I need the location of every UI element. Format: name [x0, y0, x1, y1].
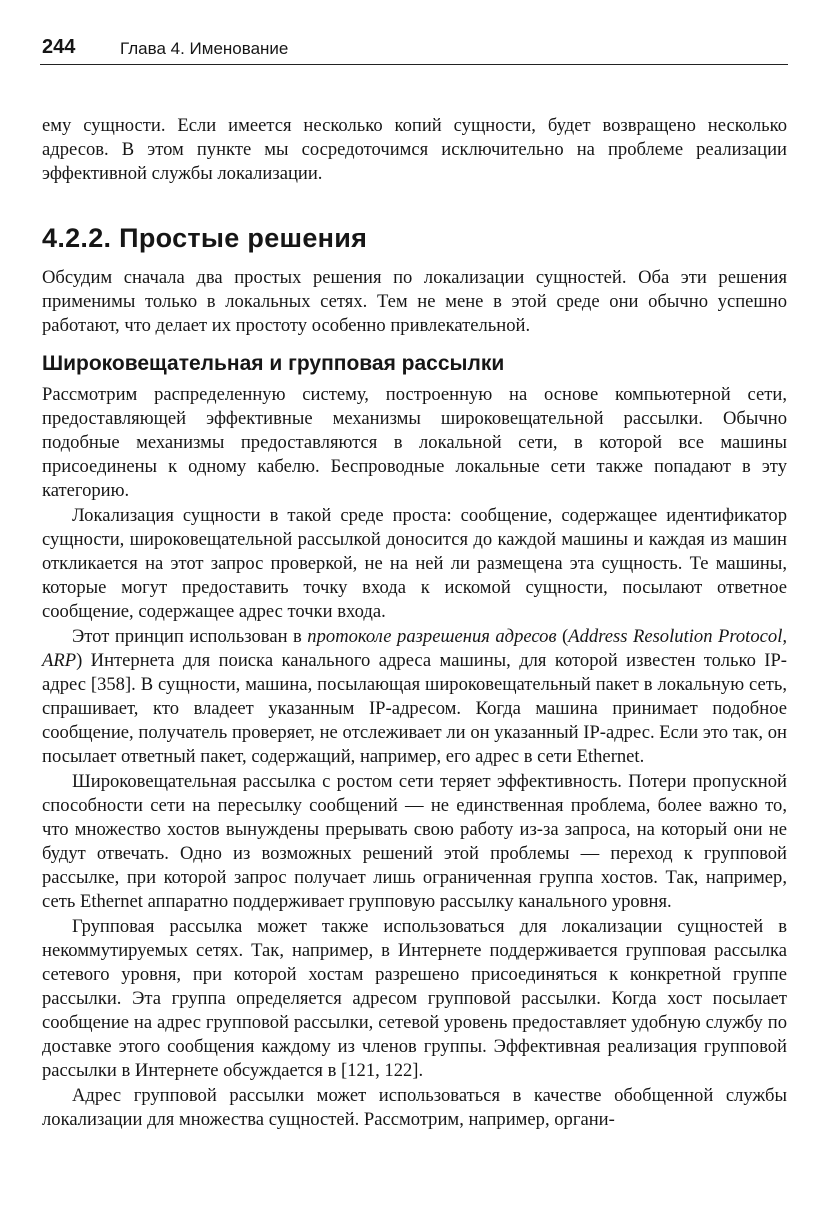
paragraph-1: Рассмотрим распределенную систему, построенную на основе компьютерной сети, предоставляющей эффективные механизмы широковещательной рассылки. Обычно подобные механизмы предоставляются в локальной сети, в которой все машины присоединены к одному кабелю. Беспроводные локальные сети также попадают в эту категорию.	[42, 383, 787, 501]
term-en: Address Resolution Protocol, ARP	[42, 625, 788, 671]
subsection-heading: Широковещательная и групповая рассылки	[42, 351, 505, 375]
running-head	[40, 34, 788, 65]
page-number: 244	[42, 36, 76, 58]
paragraph-6: Адрес групповой рассылки может использоваться в качестве обобщенной службы локализации для множества сущностей. Рассмотрим, например, органи-	[42, 1084, 787, 1130]
chapter-title: Глава 4. Именование	[120, 39, 289, 58]
intro-paragraph: ему сущности. Если имеется несколько копий сущности, будет возвращено несколько адресов. В этом пункте мы сосредоточимся исключительно на проблеме реализации эффективной службы локализации.	[42, 115, 787, 185]
section-paragraph: Обсудим сначала два простых решения по локализации сущностей. Оба эти решения применимы только в локальных сетях. Тем не мене в этой среде они обычно успешно работают, что делает их простоту особенно привлекательной.	[42, 267, 787, 337]
paragraph-4: Широковещательная рассылка с ростом сети теряет эффективность. Потери пропускной способности сети на пересылку сообщений — не единственная проблема, более важно то, что множество хостов вынуждены прерывать свою работу из-за запроса, на который они не будут отвечать. Одно из возможных решений этой проблемы — переход к групповой рассылке, при которой запрос получает лишь ограниченная группа хостов. Так, например, сеть Ethernet аппаратно поддерживает групповую рассылку канального уровня.	[42, 770, 787, 913]
paragraph-5: Групповая рассылка может также использоваться для локализации сущностей в некоммутируемых сетях. Так, например, в Интернете поддерживается групповая рассылка сетевого уровня, при которой хостам разрешено присоединяться к конкретной группе рассылки. Эта группа определяется адресом групповой рассылки. Когда хост посылает сообщение на адрес групповой рассылки, сетевой уровень предоставляет удобную службу по доставке этого сообщения каждому из членов группы. Эффективная реализация групповой рассылки в Интернете обсуждается в [121, 122].	[42, 915, 787, 1082]
paragraph-3-text-start: Этот принцип использован в	[72, 625, 308, 647]
section-heading: 4.2.2. Простые решения	[42, 223, 368, 254]
page-body	[42, 114, 787, 1132]
paragraph-3-text-end: ) Интернета для поиска канального адреса машины, для которой известен только IP-адрес [358]. В сущности, машина, посылающая широковещательный пакет в локальную сеть, спрашивает, кто владеет указанным IP-адресом. Когда машина принимает подобное сообщение, получатель проверяет, не отслеживает ли он указанный IP-адрес. Если это так, он посылает ответный пакет, содержащий, например, его адрес в сети Ethernet.	[42, 649, 787, 767]
paragraph-3	[42, 625, 787, 770]
term-ru: протоколе разрешения адресов	[307, 625, 557, 647]
paragraph-2: Локализация сущности в такой среде проста: сообщение, содержащее идентификатор сущности, широковещательной рассылкой доносится до каждой машины и каждая из машин откликается на этот запрос проверкой, не на ней ли размещена эта сущность. Те машины, которые могут предоставить точку входа к искомой сущности, посылают ответное сообщение, содержащее адрес точки входа.	[42, 504, 787, 622]
paren-open: (	[556, 625, 569, 647]
